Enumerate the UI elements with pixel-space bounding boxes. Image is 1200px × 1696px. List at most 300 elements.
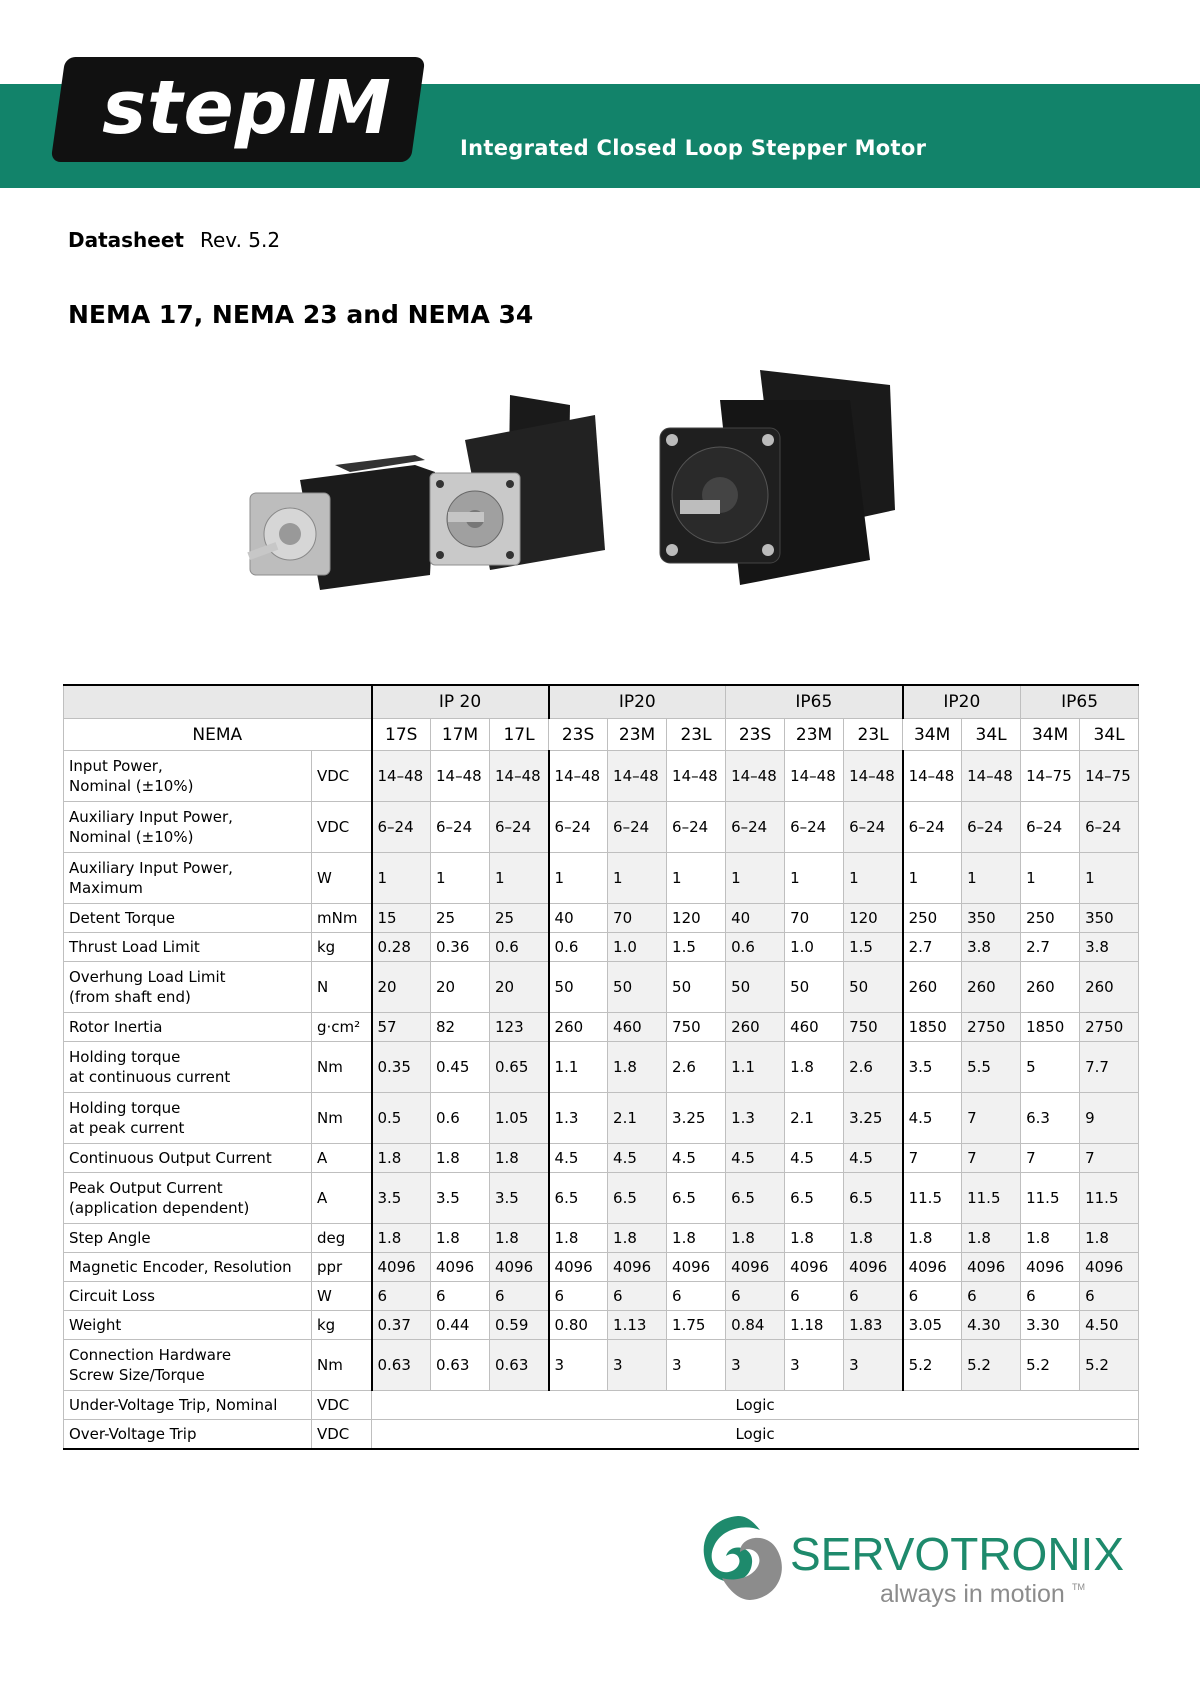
spec-value: 2750 (1080, 1013, 1139, 1042)
spec-unit: Nm (312, 1042, 372, 1093)
spec-value: 6 (726, 1282, 785, 1311)
spec-value: 4096 (667, 1253, 726, 1282)
group-header: IP20 (903, 685, 1021, 719)
spec-value: 1.8 (844, 1224, 903, 1253)
spec-value: 4096 (372, 1253, 431, 1282)
group-header: IP20 (549, 685, 726, 719)
spec-row (64, 1311, 1139, 1340)
model-header: 23L (667, 719, 726, 751)
spec-value: 11.5 (1080, 1173, 1139, 1224)
spec-value: 3 (844, 1340, 903, 1391)
spec-value: 750 (844, 1013, 903, 1042)
spec-label: Step Angle (64, 1224, 312, 1253)
spec-value: 3.5 (903, 1042, 962, 1093)
spec-value: 6.5 (785, 1173, 844, 1224)
model-header: 23S (549, 719, 608, 751)
spec-value: 4096 (785, 1253, 844, 1282)
spec-unit: A (312, 1173, 372, 1224)
spec-value: 4.5 (667, 1144, 726, 1173)
spec-row (64, 1391, 1139, 1420)
spec-row (64, 1173, 1139, 1224)
brand-slogan: always in motion (880, 1580, 1065, 1608)
spec-value: 1.5 (667, 933, 726, 962)
spec-value: 14–75 (1021, 751, 1080, 802)
spec-value: 1.5 (844, 933, 903, 962)
spec-row (64, 1282, 1139, 1311)
spec-value: 0.5 (372, 1093, 431, 1144)
spec-value: 15 (372, 904, 431, 933)
spec-label: Circuit Loss (64, 1282, 312, 1311)
spec-value: 1 (844, 853, 903, 904)
spec-value: 2.6 (667, 1042, 726, 1093)
spec-value: 2.1 (608, 1093, 667, 1144)
spec-value: 0.59 (490, 1311, 549, 1340)
spec-value: 1 (785, 853, 844, 904)
spec-value: 50 (844, 962, 903, 1013)
spec-merged-value: Logic (372, 1420, 1139, 1450)
spec-value: 3 (667, 1340, 726, 1391)
spec-value: 2.7 (1021, 933, 1080, 962)
spec-value: 0.6 (549, 933, 608, 962)
spec-value: 4.5 (549, 1144, 608, 1173)
spec-value: 6 (490, 1282, 549, 1311)
spec-value: 2.7 (903, 933, 962, 962)
spec-value: 50 (549, 962, 608, 1013)
spec-value: 1.8 (549, 1224, 608, 1253)
spec-value: 11.5 (903, 1173, 962, 1224)
spec-value: 6–24 (962, 802, 1021, 853)
spec-value: 14–48 (608, 751, 667, 802)
spec-label: Auxiliary Input Power, Maximum (64, 853, 312, 904)
spec-value: 0.6 (490, 933, 549, 962)
spec-value: 1.8 (431, 1224, 490, 1253)
spec-label: Input Power, Nominal (±10%) (64, 751, 312, 802)
spec-value: 0.36 (431, 933, 490, 962)
spec-value: 6–24 (844, 802, 903, 853)
spec-row (64, 1042, 1139, 1093)
spec-value: 3 (785, 1340, 844, 1391)
spec-value: 3.5 (431, 1173, 490, 1224)
spec-value: 3.8 (962, 933, 1021, 962)
spec-value: 2.1 (785, 1093, 844, 1144)
nema17-motor-image (247, 455, 435, 590)
spec-value: 1 (549, 853, 608, 904)
spec-value: 6–24 (372, 802, 431, 853)
spec-value: 6 (844, 1282, 903, 1311)
spec-row (64, 751, 1139, 802)
spec-row (64, 802, 1139, 853)
protection-group-row (64, 685, 1139, 719)
spec-unit: Nm (312, 1093, 372, 1144)
spec-value: 14–48 (667, 751, 726, 802)
spec-value: 1.8 (1021, 1224, 1080, 1253)
spec-unit: VDC (312, 802, 372, 853)
spec-unit: kg (312, 1311, 372, 1340)
spec-value: 2750 (962, 1013, 1021, 1042)
spec-value: 7 (1080, 1144, 1139, 1173)
spec-row (64, 1144, 1139, 1173)
spec-value: 3 (549, 1340, 608, 1391)
spec-row (64, 1224, 1139, 1253)
spec-value: 6 (785, 1282, 844, 1311)
spec-value: 3.8 (1080, 933, 1139, 962)
spec-value: 120 (667, 904, 726, 933)
spec-value: 6–24 (726, 802, 785, 853)
nema23-motor-image (430, 395, 605, 570)
model-header: 17L (490, 719, 549, 751)
spec-label: Magnetic Encoder, Resolution (64, 1253, 312, 1282)
spec-value: 6–24 (903, 802, 962, 853)
spec-value: 3.30 (1021, 1311, 1080, 1340)
spec-label: Detent Torque (64, 904, 312, 933)
spec-value: 1.8 (726, 1224, 785, 1253)
spec-row (64, 1253, 1139, 1282)
spec-value: 1.8 (608, 1224, 667, 1253)
spec-value: 6 (667, 1282, 726, 1311)
group-header: IP 20 (372, 685, 549, 719)
spec-label: Peak Output Current (application dependent) (64, 1173, 312, 1224)
spec-value: 4096 (903, 1253, 962, 1282)
spec-value: 1.8 (667, 1224, 726, 1253)
spec-value: 14–48 (903, 751, 962, 802)
spec-value: 4.5 (903, 1093, 962, 1144)
model-header: 23M (608, 719, 667, 751)
spec-value: 20 (431, 962, 490, 1013)
spec-value: 7 (903, 1144, 962, 1173)
spec-value: 750 (667, 1013, 726, 1042)
spec-value: 1 (962, 853, 1021, 904)
spec-value: 1 (1080, 853, 1139, 904)
spec-value: 6.5 (549, 1173, 608, 1224)
spec-value: 3.5 (490, 1173, 549, 1224)
spec-value: 0.35 (372, 1042, 431, 1093)
spec-value: 460 (608, 1013, 667, 1042)
spec-label: Continuous Output Current (64, 1144, 312, 1173)
spec-merged-value: Logic (372, 1391, 1139, 1420)
spec-value: 1.8 (785, 1042, 844, 1093)
model-header: 34L (1080, 719, 1139, 751)
spec-value: 4096 (726, 1253, 785, 1282)
spec-value: 14–48 (372, 751, 431, 802)
spec-value: 1.0 (785, 933, 844, 962)
spec-value: 1.8 (490, 1224, 549, 1253)
spec-value: 3.05 (903, 1311, 962, 1340)
spec-unit: mNm (312, 904, 372, 933)
group-header: IP65 (1021, 685, 1139, 719)
header-tagline: Integrated Closed Loop Stepper Motor (460, 136, 927, 160)
model-header: 23M (785, 719, 844, 751)
spec-value: 0.6 (431, 1093, 490, 1144)
spec-label: Under-Voltage Trip, Nominal (64, 1391, 312, 1420)
spec-label: Thrust Load Limit (64, 933, 312, 962)
spec-value: 4096 (1021, 1253, 1080, 1282)
model-row (64, 719, 1139, 751)
spec-value: 1 (903, 853, 962, 904)
spec-value: 5.2 (903, 1340, 962, 1391)
model-header: 17S (372, 719, 431, 751)
spec-value: 5 (1021, 1042, 1080, 1093)
spec-unit: N (312, 962, 372, 1013)
product-logo: stepIM (102, 65, 392, 151)
spec-row (64, 904, 1139, 933)
spec-value: 6 (962, 1282, 1021, 1311)
spec-value: 1.8 (372, 1224, 431, 1253)
spec-value: 25 (490, 904, 549, 933)
spec-value: 1 (490, 853, 549, 904)
spec-value: 1.8 (608, 1042, 667, 1093)
spec-value: 11.5 (962, 1173, 1021, 1224)
spec-value: 6.5 (608, 1173, 667, 1224)
spec-value: 460 (785, 1013, 844, 1042)
spec-value: 1.8 (372, 1144, 431, 1173)
spec-value: 0.28 (372, 933, 431, 962)
spec-value: 50 (726, 962, 785, 1013)
spec-value: 0.65 (490, 1042, 549, 1093)
spec-value: 260 (1021, 962, 1080, 1013)
spec-value: 1.83 (844, 1311, 903, 1340)
spec-value: 3 (608, 1340, 667, 1391)
spec-value: 6–24 (785, 802, 844, 853)
spec-value: 1 (372, 853, 431, 904)
spec-value: 50 (608, 962, 667, 1013)
spec-value: 123 (490, 1013, 549, 1042)
spec-value: 40 (549, 904, 608, 933)
spec-value: 6–24 (431, 802, 490, 853)
model-header: 23S (726, 719, 785, 751)
spec-value: 6 (1021, 1282, 1080, 1311)
spec-value: 260 (726, 1013, 785, 1042)
model-header: 34M (903, 719, 962, 751)
spec-value: 350 (962, 904, 1021, 933)
spec-value: 120 (844, 904, 903, 933)
spec-value: 6 (608, 1282, 667, 1311)
spec-value: 5.2 (1080, 1340, 1139, 1391)
document-type: Datasheet (68, 228, 184, 252)
spec-value: 4096 (844, 1253, 903, 1282)
spec-value: 9 (1080, 1093, 1139, 1144)
spec-value: 4.50 (1080, 1311, 1139, 1340)
spec-value: 4096 (490, 1253, 549, 1282)
spec-value: 0.63 (490, 1340, 549, 1391)
spec-value: 0.63 (431, 1340, 490, 1391)
spec-value: 1 (667, 853, 726, 904)
spec-value: 0.37 (372, 1311, 431, 1340)
specifications-table (63, 684, 1139, 1450)
spec-value: 6.5 (667, 1173, 726, 1224)
spec-value: 1.8 (1080, 1224, 1139, 1253)
spec-value: 14–48 (785, 751, 844, 802)
spec-value: 14–48 (844, 751, 903, 802)
spec-value: 1.3 (726, 1093, 785, 1144)
spec-value: 4.5 (844, 1144, 903, 1173)
spec-label: Over-Voltage Trip (64, 1420, 312, 1450)
spec-value: 5.2 (1021, 1340, 1080, 1391)
spec-value: 0.80 (549, 1311, 608, 1340)
spec-value: 25 (431, 904, 490, 933)
spec-value: 0.63 (372, 1340, 431, 1391)
spec-value: 4096 (1080, 1253, 1139, 1282)
spec-unit: W (312, 853, 372, 904)
model-header: 34L (962, 719, 1021, 751)
spec-value: 260 (903, 962, 962, 1013)
spec-value: 1 (1021, 853, 1080, 904)
spec-label: Weight (64, 1311, 312, 1340)
spec-value: 0.44 (431, 1311, 490, 1340)
spec-value: 4096 (962, 1253, 1021, 1282)
spec-row (64, 962, 1139, 1013)
spec-row (64, 1013, 1139, 1042)
spec-value: 250 (1021, 904, 1080, 933)
spec-value: 6.3 (1021, 1093, 1080, 1144)
spec-value: 3.5 (372, 1173, 431, 1224)
spec-value: 6–24 (1021, 802, 1080, 853)
spec-value: 6–24 (490, 802, 549, 853)
spec-value: 0.45 (431, 1042, 490, 1093)
spec-unit: kg (312, 933, 372, 962)
spec-value: 6.5 (726, 1173, 785, 1224)
spec-value: 6 (1080, 1282, 1139, 1311)
spec-value: 1 (608, 853, 667, 904)
spec-value: 6 (372, 1282, 431, 1311)
spec-value: 6–24 (667, 802, 726, 853)
header-corner-cell (64, 685, 372, 719)
spec-value: 0.84 (726, 1311, 785, 1340)
spec-value: 4.5 (726, 1144, 785, 1173)
spec-value: 6–24 (608, 802, 667, 853)
trademark-mark: TM (1072, 1582, 1085, 1592)
spec-value: 6 (903, 1282, 962, 1311)
spec-value: 350 (1080, 904, 1139, 933)
spec-value: 40 (726, 904, 785, 933)
spec-value: 4096 (431, 1253, 490, 1282)
spec-value: 1 (726, 853, 785, 904)
spec-value: 4.5 (785, 1144, 844, 1173)
spec-value: 14–75 (1080, 751, 1139, 802)
spec-label: Holding torque at peak current (64, 1093, 312, 1144)
spec-value: 7 (962, 1093, 1021, 1144)
spec-value: 20 (372, 962, 431, 1013)
spec-value: 3.25 (844, 1093, 903, 1144)
spec-value: 0.6 (726, 933, 785, 962)
spec-value: 14–48 (431, 751, 490, 802)
model-header: 34M (1021, 719, 1080, 751)
spec-unit: deg (312, 1224, 372, 1253)
spec-value: 6–24 (1080, 802, 1139, 853)
spec-value: 260 (549, 1013, 608, 1042)
page-title: NEMA 17, NEMA 23 and NEMA 34 (68, 300, 534, 329)
spec-label: Rotor Inertia (64, 1013, 312, 1042)
motor-photos (240, 360, 960, 620)
spec-row (64, 1093, 1139, 1144)
model-header: 17M (431, 719, 490, 751)
spec-label: Connection Hardware Screw Size/Torque (64, 1340, 312, 1391)
spec-unit: g·cm² (312, 1013, 372, 1042)
nema34-motor-image (660, 370, 895, 585)
spec-unit: VDC (312, 751, 372, 802)
spec-unit: A (312, 1144, 372, 1173)
spec-value: 50 (667, 962, 726, 1013)
spec-value: 250 (903, 904, 962, 933)
servotronix-logo (690, 1508, 1130, 1608)
spec-unit: Nm (312, 1340, 372, 1391)
spec-unit: VDC (312, 1391, 372, 1420)
spec-value: 1.0 (608, 933, 667, 962)
spec-value: 70 (785, 904, 844, 933)
spec-value: 4096 (549, 1253, 608, 1282)
spec-row (64, 933, 1139, 962)
spec-value: 1850 (903, 1013, 962, 1042)
spec-value: 4.5 (608, 1144, 667, 1173)
nema-label: NEMA (64, 719, 372, 751)
spec-value: 20 (490, 962, 549, 1013)
spec-value: 7.7 (1080, 1042, 1139, 1093)
spec-value: 1.13 (608, 1311, 667, 1340)
spec-value: 4.30 (962, 1311, 1021, 1340)
spec-value: 57 (372, 1013, 431, 1042)
spec-value: 6–24 (549, 802, 608, 853)
swirl-icon (704, 1516, 782, 1600)
spec-label: Auxiliary Input Power, Nominal (±10%) (64, 802, 312, 853)
spec-value: 1.8 (785, 1224, 844, 1253)
spec-value: 50 (785, 962, 844, 1013)
spec-value: 14–48 (490, 751, 549, 802)
spec-row (64, 853, 1139, 904)
spec-value: 7 (962, 1144, 1021, 1173)
spec-value: 3 (726, 1340, 785, 1391)
spec-value: 260 (1080, 962, 1139, 1013)
spec-value: 5.5 (962, 1042, 1021, 1093)
spec-label: Holding torque at continuous current (64, 1042, 312, 1093)
spec-value: 82 (431, 1013, 490, 1042)
spec-unit: ppr (312, 1253, 372, 1282)
model-header: 23L (844, 719, 903, 751)
spec-value: 1.1 (549, 1042, 608, 1093)
spec-value: 14–48 (962, 751, 1021, 802)
spec-value: 2.6 (844, 1042, 903, 1093)
spec-value: 1.1 (726, 1042, 785, 1093)
spec-value: 1850 (1021, 1013, 1080, 1042)
spec-value: 7 (1021, 1144, 1080, 1173)
spec-row (64, 1340, 1139, 1391)
spec-value: 260 (962, 962, 1021, 1013)
group-header: IP65 (726, 685, 903, 719)
spec-unit: VDC (312, 1420, 372, 1450)
spec-value: 1.75 (667, 1311, 726, 1340)
spec-value: 4096 (608, 1253, 667, 1282)
spec-value: 6.5 (844, 1173, 903, 1224)
spec-value: 1.8 (490, 1144, 549, 1173)
spec-value: 1.8 (431, 1144, 490, 1173)
spec-value: 1.8 (962, 1224, 1021, 1253)
spec-value: 6 (431, 1282, 490, 1311)
brand-name: SERVOTRONIX (790, 1528, 1124, 1580)
spec-value: 70 (608, 904, 667, 933)
spec-value: 1.05 (490, 1093, 549, 1144)
spec-value: 1 (431, 853, 490, 904)
spec-unit: W (312, 1282, 372, 1311)
spec-value: 5.2 (962, 1340, 1021, 1391)
spec-value: 3.25 (667, 1093, 726, 1144)
spec-value: 14–48 (726, 751, 785, 802)
spec-label: Overhung Load Limit (from shaft end) (64, 962, 312, 1013)
spec-value: 1.3 (549, 1093, 608, 1144)
spec-value: 1.18 (785, 1311, 844, 1340)
spec-value: 11.5 (1021, 1173, 1080, 1224)
spec-value: 14–48 (549, 751, 608, 802)
document-revision: Rev. 5.2 (200, 228, 281, 252)
spec-value: 1.8 (903, 1224, 962, 1253)
spec-value: 6 (549, 1282, 608, 1311)
